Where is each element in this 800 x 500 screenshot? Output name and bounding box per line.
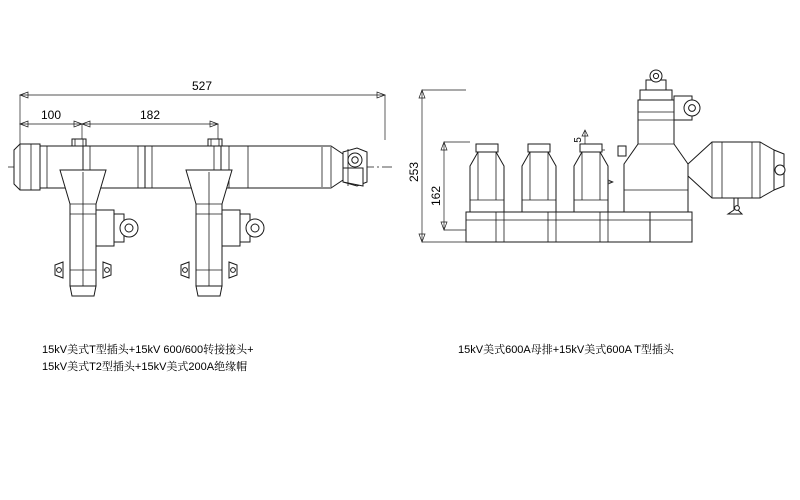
dimension-second-offset: [82, 108, 218, 140]
dim-label-527: 527: [191, 79, 213, 93]
t-plug-riser: [618, 70, 700, 212]
dim-label-253: 253: [407, 161, 421, 183]
elbow-cap-right: [688, 142, 785, 214]
right-caption-line-1: 15kV美式600A母排+15kV美式600A T型插头: [458, 344, 674, 356]
right-assembly-drawing: [400, 0, 800, 340]
left-caption: [42, 342, 254, 376]
busbar-base-body: [466, 212, 692, 242]
bushing-3: [574, 144, 608, 212]
bushing-2: [522, 144, 556, 212]
left-caption-line-2: 15kV美式T2型插头+15kV美式200A绝缘帽: [42, 361, 248, 373]
dim-label-162: 162: [429, 185, 443, 207]
left-assembly-drawing: [0, 0, 400, 340]
t-plug-branch-2: [181, 170, 264, 296]
t-plug-branch-1: [55, 170, 138, 296]
right-caption: [458, 342, 674, 359]
dimension-first-offset: [20, 108, 82, 140]
dimension-body-height: [429, 142, 470, 230]
dim-label-100: 100: [40, 108, 62, 122]
bushing-1: [470, 144, 504, 212]
dim-label-182: 182: [139, 108, 161, 122]
dim-label-5: 5: [573, 137, 584, 143]
dimension-overall-length: [20, 79, 385, 145]
left-caption-line-1: 15kV美式T型插头+15kV 600/600转接接头+: [42, 344, 254, 356]
right-assembly-view: [400, 0, 800, 500]
